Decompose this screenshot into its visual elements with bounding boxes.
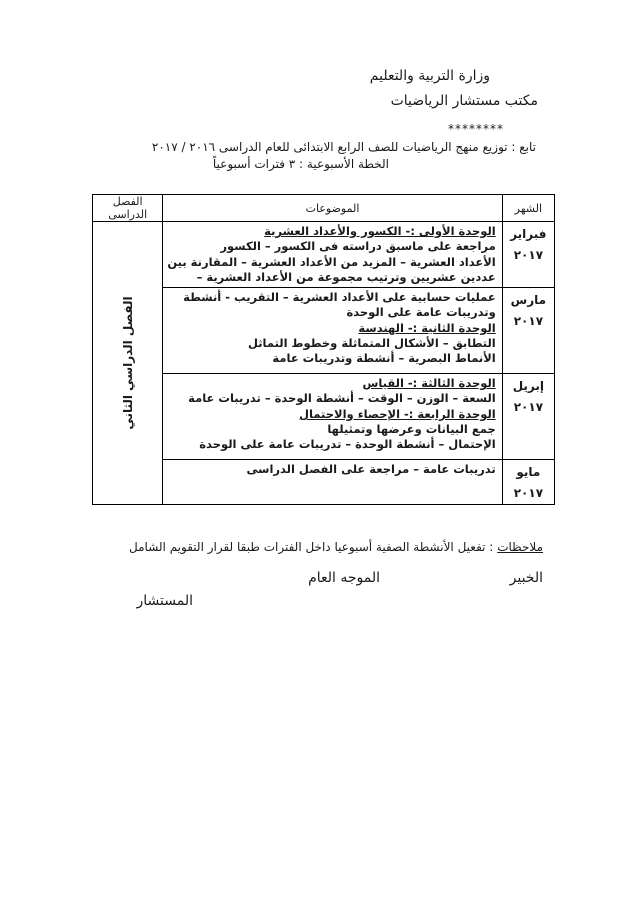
- topic-line: الإحتمال – أنشطة الوحدة – تدريبات عامة على الوحدة: [199, 437, 496, 452]
- notes-line: [129, 540, 543, 554]
- header-term: الفصل الدراسى: [93, 195, 163, 222]
- term-cell: [93, 222, 163, 505]
- ministry-title: وزارة التربية والتعليم: [369, 68, 490, 84]
- weekly-periods: الخطة الأسبوعية : ٣ فترات أسبوعياً: [212, 157, 389, 171]
- topics-cell: [163, 288, 502, 374]
- office-title: مكتب مستشار الرياضيات: [390, 93, 538, 109]
- unit-heading: الوحدة الثانية :- الهندسة: [358, 320, 496, 335]
- curriculum-table: [92, 194, 555, 505]
- unit-heading: الوحدة الرابعة :- الإحصاء والاحتمال: [299, 406, 496, 421]
- topic-line: تدريبات عامة – مراجعة على الفصل الدراسى: [246, 462, 496, 477]
- month-year: ٢٠١٧: [513, 486, 544, 501]
- month-name: مارس: [510, 293, 547, 308]
- topics-cell: [163, 222, 502, 288]
- header-month: الشهر: [502, 195, 554, 222]
- month-year: ٢٠١٧: [513, 400, 544, 415]
- topic-line: الأعداد العشرية – المزيد من الأعداد العشرية – المقارنة بين: [167, 254, 496, 269]
- month-name: إبريل: [512, 379, 545, 394]
- signature-supervisor: الموجه العام: [308, 570, 380, 586]
- topic-line: التطابق – الأشكال المتماثلة وخطوط التماثل: [247, 336, 496, 351]
- month-year: ٢٠١٧: [513, 314, 544, 329]
- topics-cell: [163, 374, 502, 460]
- signature-consultant: المستشار: [136, 593, 193, 609]
- month-year: ٢٠١٧: [513, 248, 544, 262]
- topic-line: وتدريبات عامة على الوحدة: [346, 305, 496, 320]
- signature-expert: الخبير: [509, 570, 543, 586]
- topics-cell: [163, 460, 502, 505]
- month-name: مايو: [516, 465, 541, 480]
- month-cell: [502, 288, 554, 374]
- header-topics: الموضوعات: [163, 195, 502, 222]
- month-cell: [502, 460, 554, 505]
- topic-line: الأنماط البصرية – أنشطة وتدريبات عامة: [272, 351, 496, 366]
- month-cell: [502, 222, 554, 288]
- month-name: فبراير: [510, 227, 547, 241]
- notes-label: ملاحظات: [497, 540, 543, 554]
- plan-subtitle: تابع : توزيع منهج الرياضيات للصف الرابع الابتدائى للعام الدراسى ٢٠١٦ / ٢٠١٧: [151, 140, 536, 154]
- topic-line: السعة – الوزن – الوقت – أنشطة الوحدة – تدريبات عامة: [188, 391, 496, 406]
- topic-line: عمليات حسابية على الأعداد العشرية – التقريب - أنشطة: [183, 290, 496, 305]
- topic-line: جمع البيانات وعرضها وتمثيلها: [327, 422, 496, 437]
- notes-text: : تفعيل الأنشطة الصفية أسبوعيا داخل الفترات طبقا لقرار التقويم الشامل: [129, 540, 494, 554]
- table-header-row: [93, 195, 555, 222]
- header-stars: ********: [448, 122, 504, 136]
- topic-line: مراجعة على ماسبق دراسته فى الكسور – الكسور: [220, 239, 496, 254]
- unit-heading: الوحدة الثالثة :- القياس: [362, 376, 496, 391]
- month-cell: [502, 374, 554, 460]
- term-label: الفصل الدراسي الثاني: [120, 296, 135, 430]
- topic-line: عددين عشريين وترتيب مجموعة من الأعداد العشرية –: [196, 269, 496, 284]
- unit-heading: الوحدة الأولى :- الكسور والأعداد العشرية: [264, 224, 496, 238]
- table-row: [93, 222, 555, 288]
